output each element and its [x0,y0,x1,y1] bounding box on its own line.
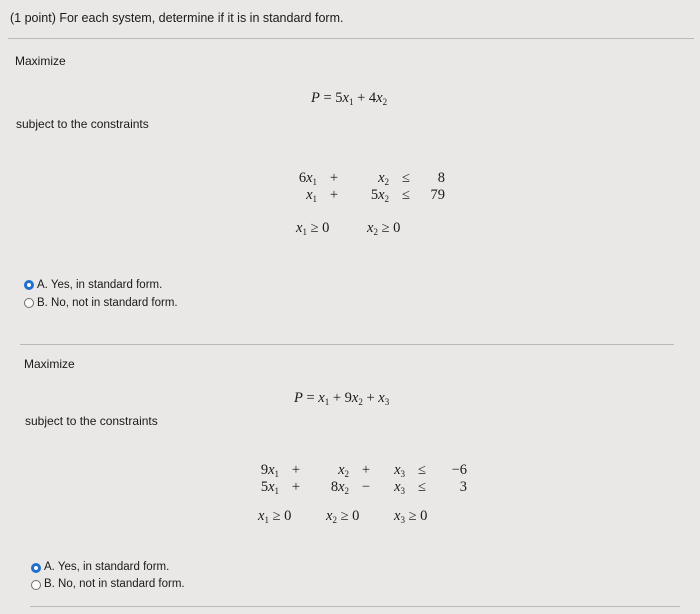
option-a-radio-1[interactable] [24,280,34,290]
nonneg-x1-2: $x_1 \ge 0$ [258,508,292,525]
option-a-radio-2[interactable] [31,563,41,573]
constraints-label-2: subject to the constraints [25,414,158,428]
option-b-radio-2[interactable] [31,580,41,590]
option-a-label-2[interactable]: A. Yes, in standard form. [44,561,170,573]
option-b-label-2[interactable]: B. No, not in standard form. [44,578,185,590]
constraint-row-1-1: $6x_1$ + $x_2$ ≤ 8 $x_1$ + $5x_2$ ≤ 79 [298,170,445,204]
objective-function-2: $P = x_1 + 9x_2 + x_3$ [294,390,390,407]
option-b-label-1[interactable]: B. No, not in standard form. [37,297,178,309]
nonneg-x1-1: $x_1 \ge 0$ [296,220,330,237]
constraints-label-1: subject to the constraints [16,117,149,131]
section-divider [20,344,674,345]
maximize-label-2: Maximize [24,357,75,371]
option-b-radio-1[interactable] [24,298,34,308]
option-a-label-1[interactable]: A. Yes, in standard form. [37,279,163,291]
objective-function-1: $P = 5x_1 + 4x_2$ [311,90,388,107]
nonneg-x2-2: $x_2 \ge 0$ [326,508,360,525]
constraint-row-2: $9x_1$ + $x_2$ + $x_3$ ≤ −6 $5x_1$ + $8x_2$ − $x_3$ ≤ 3 [260,462,467,496]
nonneg-x3-2: $x_3 \ge 0$ [394,508,428,525]
bottom-divider [30,606,680,607]
nonneg-x2-1: $x_2 \ge 0$ [367,220,401,237]
maximize-label-1: Maximize [15,54,66,68]
header-divider [8,38,694,39]
question-header: (1 point) For each system, determine if it is in standard form. [10,11,344,25]
